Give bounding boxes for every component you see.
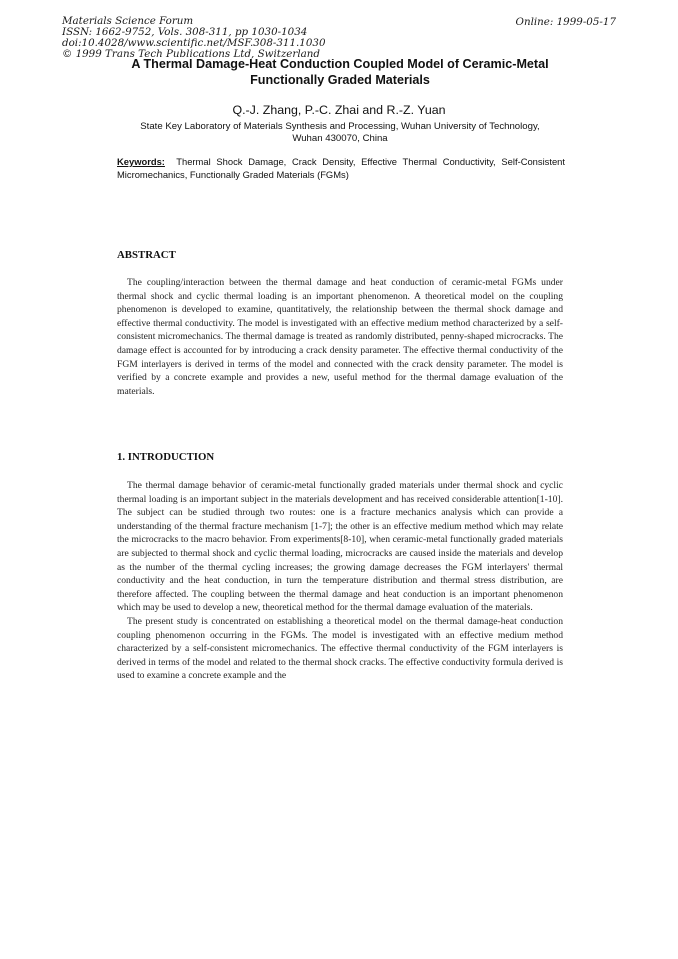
paper-title [100, 59, 580, 88]
keywords-block [117, 156, 565, 181]
abstract-body [117, 276, 563, 398]
abstract-heading: ABSTRACT [117, 249, 176, 261]
affiliation [110, 121, 570, 145]
title-line-2: Functionally Graded Materials [250, 73, 430, 87]
authors: Q.-J. Zhang, P.-C. Zhai and R.-Z. Yuan [232, 103, 446, 117]
abstract-paragraph: The coupling/interaction between the thermal damage and heat conduction of ceramic-metal FGMs under thermal shock and cyclic thermal loading is an important phenomenon. A theoretical model on the coupling phenomenon is developed to examine, quantitatively, the relationship between the thermal shock damage and effective thermal conductivity. The model is investigated with an effective medium method characterized by a self-consistent micromechanics. The thermal damage is treated as randomly distributed, penny-shaped microcracks. The damage effect is accounted for by introducing a crack density parameter. The effective thermal conductivity of the FGM interlayers is derived in terms of the model and connected with the crack density parameter. The model is verified by a concrete example and provides a new, useful method for the thermal damage evaluation of the materials. [117, 277, 563, 397]
introduction-heading: 1. INTRODUCTION [117, 451, 215, 463]
introduction-paragraph-1: The thermal damage behavior of ceramic-metal functionally graded materials under thermal shock and cyclic thermal loading is an important subject in the materials development and has received considerable attention[1-10]. The subject can be studied through two routes: one is a fracture mechanics analysis which can provide a understanding of the thermal fracture mechanism [1-7]; the other is an effective medium method which may relate the microcracks to the macro behavior. From experiments[8-10], when ceramic-metal functionally graded materials are subjected to thermal shock and cyclic thermal loading, microcracks are caused inside the materials and develop as the number of the thermal cycling increases; the growing damage decreases the FGM interlayers' thermal conductivity and the heat conduction, in turn the temperature distribution and thermal stress distribution, are therefore affected. The coupling between the thermal damage and heat conduction is an important phenomenon which may be used to develop a new, theoretical method for the thermal damage evaluation of the materials. [117, 480, 563, 614]
keywords-label: Keywords: [117, 156, 165, 167]
copyright-line: © 1999 Trans Tech Publications Ltd, Switzerland [62, 48, 320, 60]
affiliation-line-1: State Key Laboratory of Materials Synthesis and Processing, Wuhan University of Technology, [140, 121, 540, 132]
publication-header [62, 16, 326, 60]
journal-name: Materials Science Forum [62, 15, 194, 27]
issn-line: ISSN: 1662-9752, Vols. 308-311, pp 1030-1034 [62, 26, 308, 38]
introduction-body [117, 479, 563, 683]
doi-line: doi:10.4028/www.scientific.net/MSF.308-311.1030 [62, 37, 326, 49]
title-line-1: A Thermal Damage-Heat Conduction Coupled Model of Ceramic-Metal [131, 59, 549, 71]
keywords-text: Thermal Shock Damage, Crack Density, Effective Thermal Conductivity, Self-Consistent Micromechanics, Functionally Graded Materials (FGMs) [117, 156, 565, 180]
title-line-1-wrapper [100, 59, 580, 73]
affiliation-line-2: Wuhan 430070, China [292, 133, 388, 144]
online-date: Online: 1999-05-17 [515, 16, 616, 28]
introduction-paragraph-2: The present study is concentrated on establishing a theoretical model on the thermal damage-heat conduction coupling phenomenon occurring in the FGMs. The model is investigated with an effective medium method characterized by a self-consistent micromechanics. The effective thermal conductivity of the FGM interlayers is derived in terms of the model and related to the thermal shock cracks. The effective conductivity formula derived is used to examine a concrete example and the [117, 615, 563, 682]
